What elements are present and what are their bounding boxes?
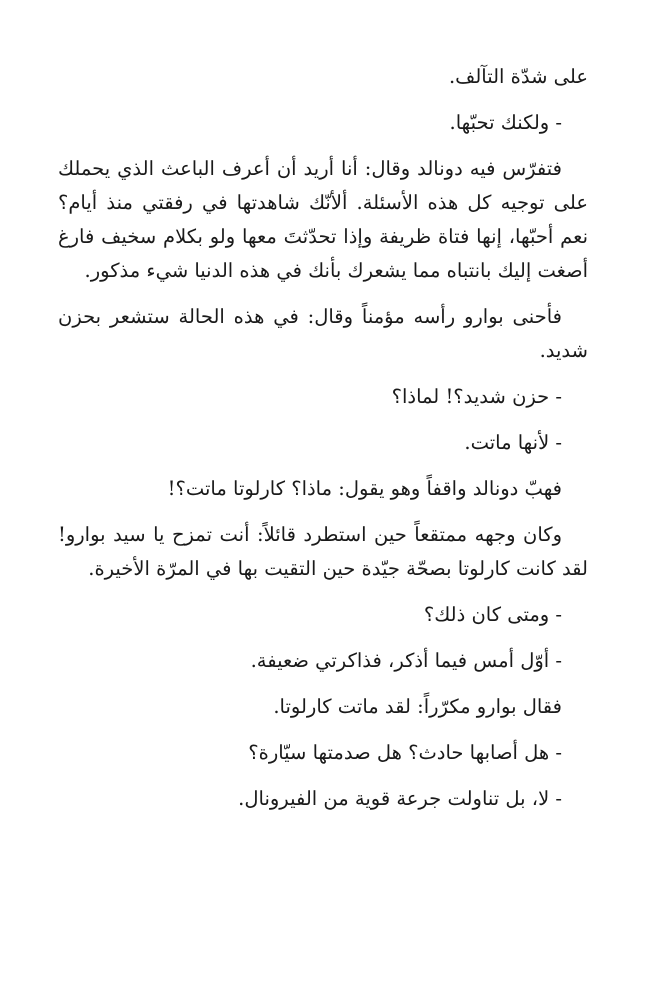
paragraph: فقال بوارو مكرّراً: لقد ماتت كارلوتا.	[273, 695, 562, 718]
dialogue-line: - ولكنك تحبّها.	[449, 111, 562, 134]
dialogue-line: - ومتى كان ذلك؟	[423, 603, 562, 626]
dialogue-line: - هل أصابها حادث؟ هل صدمتها سيّارة؟	[248, 741, 562, 764]
dialogue-line: - حزن شديد؟! لماذا؟	[391, 385, 562, 408]
paragraph: فتفرّس فيه دونالد وقال: أنا أريد أن أعرف الباعث الذي يحملك على توجيه كل هذه الأسئلة. ألأنّك شاهدتها في رفقتي منذ أيام؟ نعم أحبّها، إنها فتاة ظريفة وإذا تحدّثتَ معها ولو بكلام سخيف فارغ أصغت إليك بانتباه مما يشعرك بأنك في هذه الدنيا شيء مذكور.	[58, 157, 588, 282]
dialogue-line: - أوّل أمس فيما أذكر، فذاكرتي ضعيفة.	[250, 649, 562, 672]
paragraph: فهبّ دونالد واقفاً وهو يقول: ماذا؟ كارلوتا ماتت؟!	[167, 477, 562, 500]
dialogue-line: - لا، بل تناولت جرعة قوية من الفيرونال.	[238, 787, 562, 810]
paragraph: فأحنى بوارو رأسه مؤمناً وقال: في هذه الحالة ستشعر بحزن شديد.	[58, 305, 588, 362]
paragraph: على شدّة التآلف.	[448, 65, 588, 88]
page-text	[58, 60, 588, 828]
dialogue-line: - لأنها ماتت.	[464, 431, 562, 454]
paragraph: وكان وجهه ممتقعاً حين استطرد قائلاً: أنت تمزح يا سيد بوارو! لقد كانت كارلوتا بصحّة جيّدة حين التقيت بها في المرّة الأخيرة.	[58, 523, 588, 580]
